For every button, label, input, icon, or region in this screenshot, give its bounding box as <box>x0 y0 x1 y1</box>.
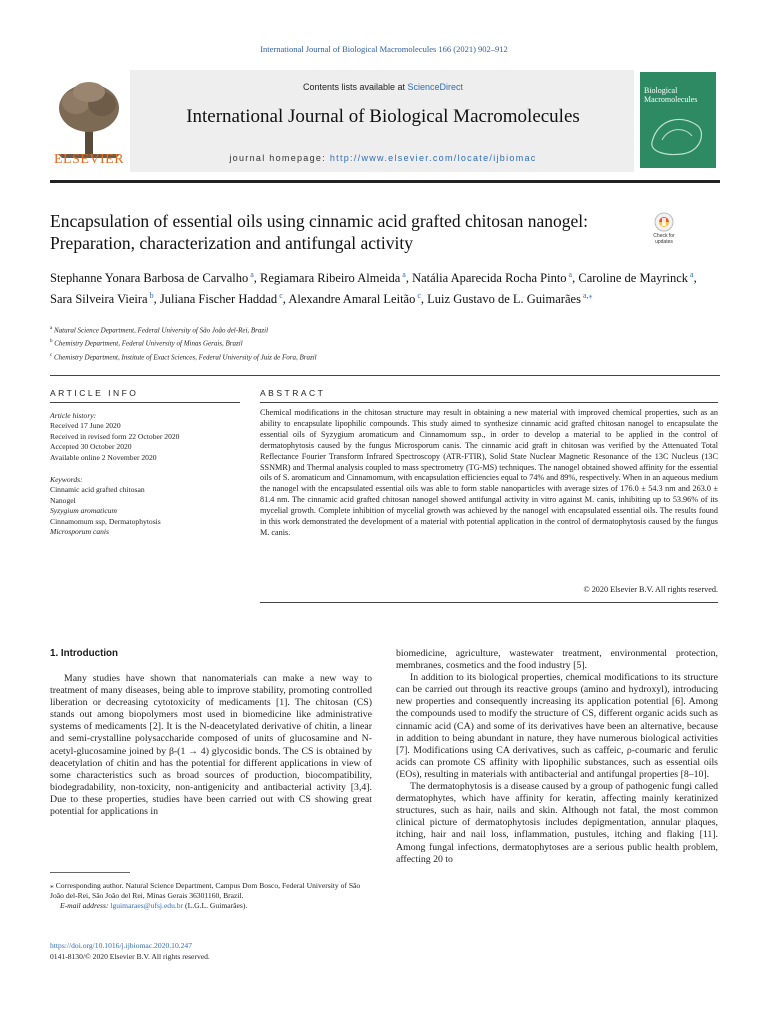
author-affiliation-mark[interactable]: b <box>147 291 154 301</box>
author-separator: , <box>572 271 579 286</box>
author-name: Natália Aparecida Rocha Pinto <box>412 271 567 286</box>
affiliation-text: Natural Science Department, Federal University of São João del-Rei, Brazil <box>52 326 269 335</box>
affiliation-mark: c <box>50 352 53 358</box>
author-name: Regiamara Ribeiro Almeida <box>260 271 401 286</box>
keywords-label: Keywords: <box>50 475 83 485</box>
keyword-item: Nanogel <box>50 495 76 505</box>
journal-banner <box>50 70 716 172</box>
affiliation-item <box>50 323 720 336</box>
keyword-item: Cinnamomum ssp, Dermatophytosis <box>50 516 161 526</box>
author-affiliation-mark[interactable]: a <box>248 270 254 279</box>
history-item: Available online 2 November 2020 <box>50 452 157 462</box>
homepage-link[interactable]: http://www.elsevier.com/locate/ijbiomac <box>329 153 537 163</box>
intro-paragraph: The dermatophytosis is a disease caused by a group of pathogenic fungi called dermatophytes, which have affinity for keratin, affecting mainly keratinized structures, such as hair, nails and skin. Although not fatal, the most common clinical picture of dermatophytosis includes depigmentation, annular plaques, itching, hair and nail loss, inflammation, pustules, itching and flaking [11]. Among fungal infections, dermatophytoses are a serious public health problem, affecting 20 to <box>396 781 718 865</box>
author-name: Caroline de Mayrinck <box>578 271 689 286</box>
meta-rule <box>50 375 720 376</box>
check-for-updates-button[interactable] <box>646 212 682 246</box>
author-name: Juliana Fischer Haddad <box>159 292 278 307</box>
check-updates-label: Check for updates <box>653 233 675 245</box>
abstract-bottom-rule <box>260 602 718 603</box>
journal-title: International Journal of Biological Macromolecules <box>186 106 580 127</box>
article-info <box>50 411 240 537</box>
intro-paragraph: Many studies have shown that nanomaterials can make a new way to treatment of many diseases, being able to improve stability, promoting controlled liberation or decreasing cytotoxicity of medicaments [1]. The chitosan (CS) stands out among biopolymers most used in biomedicine like administrative systems of medicaments [2]. It is the N-deacetylated derivative of chitin, a linear and semi-crystalline polysaccharide composed of units of glucosamine and N-acetyl-glucosamine joined by β-(1 → 4) glycosidic bonds. The CS is obtained by deacetylation of chitin and has the potential for different applications in view of some characteristics such as broad sources of production, biocompatibility, biodegradability, non-toxicity, non-antigenicity and antibacterial activity [3,4]. Due to these properties, studies have been carried out with CS showing great potential for applications in <box>50 673 372 818</box>
intro-paragraph: In addition to its biological properties, chemical modifications to its structure can be carried out through its reactive groups (amino and hydroxyl), introducing new properties and consequently increasing its application potential [6]. Among the compounds used to modify the structure of CS, different organic acids such as cinnamic acid (CA) and some of its derivatives have been an alternative, because in addition to being abundant in nature, they have numerous biological activities [7]. Modifications using CA derivatives, such as caffeic, ρ-coumaric and ferulic acids can promote CS affinity with lipophilic substances, such as essential oils (EOs), resulting in materials with antibacterial and antifungal properties [8–10]. <box>396 672 718 780</box>
elsevier-wordmark: ELSEVIER <box>53 152 125 167</box>
author-affiliation-mark[interactable]: a <box>566 270 573 279</box>
journal-homepage <box>50 153 716 163</box>
history-item: Accepted 30 October 2020 <box>50 442 132 452</box>
author-affiliation-mark[interactable]: c <box>277 291 283 301</box>
keyword-item: Microsporum canis <box>50 527 109 537</box>
footnote-rule <box>50 872 130 873</box>
abstract-text: Chemical modifications in the chitosan structure may result in obtaining a new material with improved chemical properties, such as an ability to encapsulate lipophilic compounds. This study aimed to synthesize cinnamic acid grafted chitosan nanogel to encapsulate the essential oils of Syzygium aromaticum and Cinnamomum ssp., in order to develop a material to be applied in the control of dermatophytosis caused by the fungus Microsporum canis. The cinnamic acid graft in chitosan was verified by the Attenuated Total Reflectance Fourier Transform Infrared Spectroscopy (ATR-FTIR), Solid State Nuclear Magnetic Resonance of the 13C Nucleus (13C SSNMR) and Thermal analysis coupled to mass spectrometry (TG-MS) techniques. The nanogel obtained showed affinity for the essential oils of S. aromaticum and Cinnamomum, with encapsulation efficiencies equal to 74% and 89%, respectively. When in an aqueous medium the nanogel with the encapsulated essential oils was able to form stable nanoparticles with average sizes of 176.0 ± 54.3 nm and 263.0 ± 81.4 nm. The cinnamic acid grafted chitosan nanogel showed antifungal activity in vitro against M. canis, inhibiting up to 53.96% of its mycelial growth. Complete inhibition of mycelial growth was achieved by the nanogel with encapsulated essential oils. The results found in this work demonstrated the development of a material with potential application in the control of dermatophytosis caused by the fungus M. canis. <box>260 408 718 537</box>
paper-title: Encapsulation of essential oils using cinnamic acid grafted chitosan nanogel: Preparation, characterization and antifungal activity <box>50 211 588 253</box>
author-affiliation-mark[interactable]: a <box>400 270 406 279</box>
doi-block <box>50 940 210 962</box>
author-name: Stephanne Yonara Barbosa de Carvalho <box>50 271 249 286</box>
email-label: E-mail address: <box>60 901 111 910</box>
author-separator: , <box>405 271 413 286</box>
author-separator: , <box>282 292 289 307</box>
affiliation-mark: b <box>50 339 53 345</box>
author-affiliation-mark[interactable]: c <box>415 291 421 301</box>
author-separator: , <box>693 271 697 286</box>
history-list <box>50 421 240 463</box>
article-info-heading: ARTICLE INFO <box>50 388 139 398</box>
sciencedirect-link[interactable]: ScienceDirect <box>407 82 464 92</box>
author-list <box>50 266 720 308</box>
keyword-item: Syzygium aromaticum <box>50 506 117 516</box>
author-name: Luiz Gustavo de L. Guimarães <box>427 292 581 307</box>
author-name: Alexandre Amaral Leitão <box>288 292 416 307</box>
cover-illustration-icon <box>648 112 708 158</box>
history-item: Received 17 June 2020 <box>50 421 121 431</box>
contents-prefix: Contents lists available at <box>302 82 408 92</box>
doi-link[interactable]: https://doi.org/10.1016/j.ijbiomac.2020.10.247 <box>50 941 193 950</box>
affiliation-list <box>50 323 720 363</box>
corresponding-footnote <box>50 881 372 911</box>
author-affiliation-mark[interactable]: a <box>688 270 694 279</box>
info-rule <box>50 402 240 403</box>
homepage-prefix: journal homepage: <box>229 153 330 163</box>
check-updates-icon <box>654 212 674 232</box>
header-rule <box>50 180 720 183</box>
cover-title: Biological Macromolecules <box>644 86 698 104</box>
contents-line <box>50 82 716 92</box>
journal-citation: International Journal of Biological Macromolecules 166 (2021) 902–912 <box>260 44 508 54</box>
abstract-copyright: © 2020 Elsevier B.V. All rights reserved. <box>583 585 718 594</box>
affiliation-item <box>50 336 720 349</box>
history-item: Received in revised form 22 October 2020 <box>50 431 180 441</box>
abstract-rule <box>260 402 718 403</box>
author-name: Sara Silveira Vieira <box>50 292 148 307</box>
affiliation-mark: a <box>50 326 53 331</box>
author-separator: , <box>153 292 160 307</box>
keywords-list <box>50 485 240 537</box>
email-suffix: (L.G.L. Guimarães). <box>183 901 248 910</box>
right-column <box>396 648 718 866</box>
abstract-heading: ABSTRACT <box>260 388 326 398</box>
affiliation-text: Chemistry Department, Federal University of Minas Gerais, Brazil <box>52 339 243 348</box>
affiliation-text: Chemistry Department, Institute of Exact Sciences, Federal University of Juiz de Fora, Brazil <box>52 352 317 361</box>
corresponding-text: ⁎ Corresponding author. Natural Science Department, Campus Dom Bosco, Federal University of São João del-Rei, São João del Rei, Minas Gerais 36301160, Brazil. <box>50 881 361 900</box>
keyword-item: Cinnamic acid grafted chitosan <box>50 485 145 495</box>
email-link[interactable]: lguimaraes@ufsj.edu.br <box>110 901 184 910</box>
history-label: Article history: <box>50 411 97 420</box>
intro-paragraph: biomedicine, agriculture, wastewater treatment, environmental protection, membranes, cosmetics and the food industry [5]. <box>396 648 718 672</box>
journal-cover <box>640 72 716 168</box>
introduction-heading: 1. Introduction <box>50 648 119 659</box>
left-column <box>50 673 372 818</box>
author-separator: , <box>420 292 428 307</box>
author-separator: , <box>253 271 261 286</box>
author-affiliation-mark[interactable]: a,⁎ <box>580 291 593 301</box>
affiliation-item <box>50 350 720 363</box>
issn-line: 0141-8130/© 2020 Elsevier B.V. All rights reserved. <box>50 952 210 961</box>
